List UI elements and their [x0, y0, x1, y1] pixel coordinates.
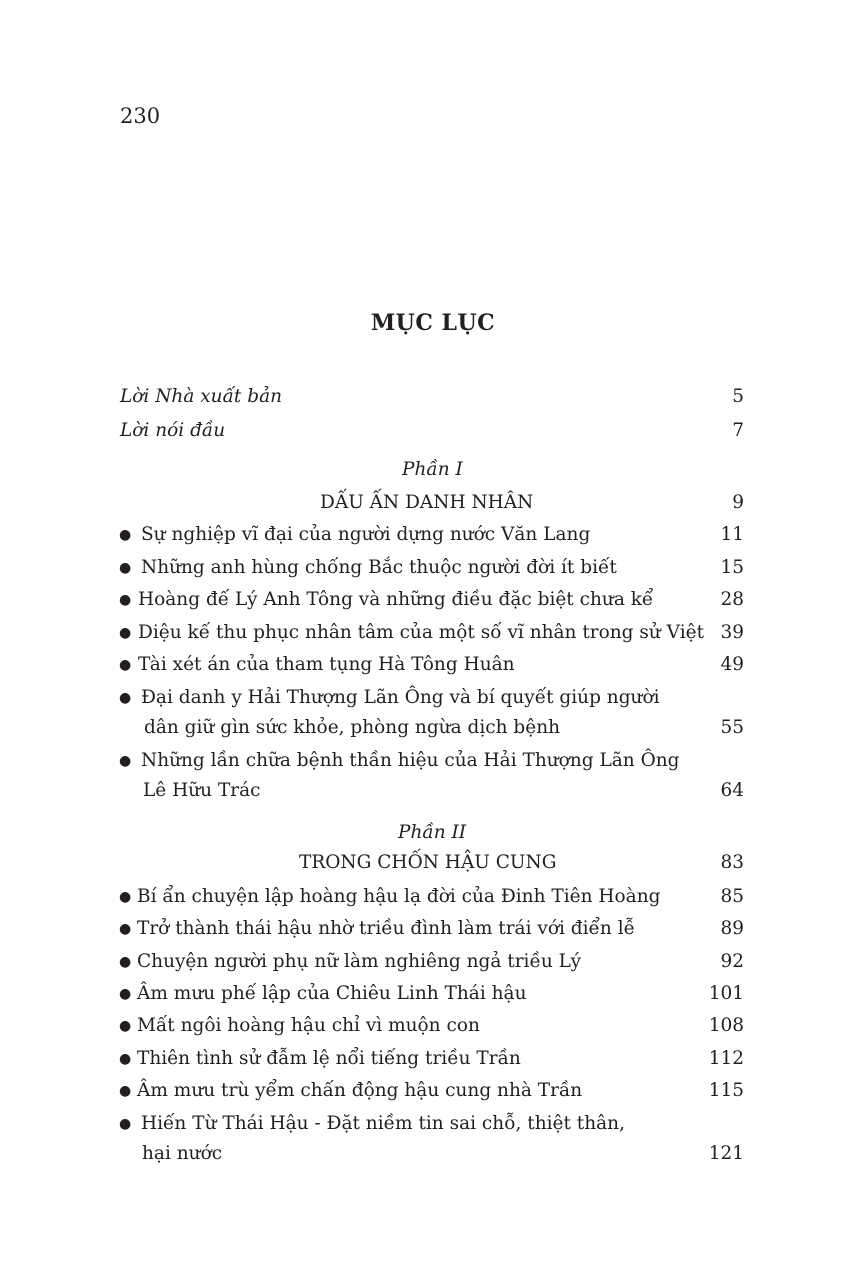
bullet-icon: ● [119, 986, 132, 1002]
toc-title: MỤC LỤC [370, 310, 496, 336]
part-label: Phần I [402, 459, 463, 480]
bullet-icon: ● [119, 753, 132, 769]
entry-page: 112 [708, 1048, 744, 1069]
entry-page: 83 [720, 852, 744, 873]
entry-page: 11 [720, 524, 744, 545]
entry-title: Chuyện người phụ nữ làm nghiêng ngả triều Lý [137, 951, 582, 972]
bullet-icon: ● [119, 1018, 132, 1034]
entry-title-continued: Lê Hữu Trác [143, 780, 261, 801]
bullet-icon: ● [119, 889, 132, 905]
entry-title: Âm mưu phế lập của Chiêu Linh Thái hậu [137, 983, 527, 1004]
entry-title: Diệu kế thu phục nhân tâm của một số vĩ nhân trong sử Việt [138, 622, 705, 643]
entry-title: Những anh hùng chống Bắc thuộc người đời ít biết [141, 557, 617, 578]
bullet-icon: ● [119, 527, 132, 543]
entry-title: Hiến Từ Thái Hậu - Đặt niềm tin sai chỗ, thiệt thân, [141, 1113, 625, 1134]
bullet-icon: ● [119, 1051, 132, 1067]
bullet-icon: ● [119, 690, 132, 706]
bullet-icon: ● [119, 954, 132, 970]
bullet-icon: ● [119, 560, 132, 576]
entry-page: 89 [720, 918, 744, 939]
page-number: 230 [120, 104, 161, 128]
entry-title: Đại danh y Hải Thượng Lãn Ông và bí quyết giúp người [141, 687, 660, 708]
entry-title: Hoàng đế Lý Anh Tông và những điều đặc biệt chưa kể [138, 589, 654, 610]
entry-page: 101 [708, 983, 744, 1004]
entry-page: 49 [720, 654, 744, 675]
entry-title: Trở thành thái hậu nhờ triều đình làm trái với điển lễ [137, 918, 635, 939]
bullet-icon: ● [119, 1116, 132, 1132]
entry-page: 85 [720, 886, 744, 907]
bullet-icon: ● [119, 592, 132, 608]
entry-title: Mất ngôi hoàng hậu chỉ vì muộn con [137, 1015, 480, 1036]
entry-page: 55 [720, 717, 744, 738]
bullet-icon: ● [119, 657, 132, 673]
part-heading: DẤU ẤN DANH NHÂN [320, 492, 534, 513]
entry-page: 115 [708, 1080, 744, 1101]
entry-title: Những lần chữa bệnh thần hiệu của Hải Thượng Lãn Ông [141, 750, 680, 771]
part-label: Phần II [398, 822, 467, 843]
bullet-icon: ● [119, 921, 132, 937]
bullet-icon: ● [119, 1083, 132, 1099]
entry-page: 9 [732, 492, 744, 513]
entry-page: 121 [708, 1143, 744, 1164]
entry-page: 39 [720, 622, 744, 643]
part-heading: TRONG CHỐN HẬU CUNG [299, 852, 557, 873]
entry-title: Lời nói đầu [120, 420, 226, 441]
entry-page: 92 [720, 951, 744, 972]
entry-page: 28 [720, 589, 744, 610]
entry-title: Bí ẩn chuyện lập hoàng hậu lạ đời của Đinh Tiên Hoàng [137, 886, 661, 907]
entry-title-continued: hại nước [142, 1143, 223, 1164]
entry-title: Âm mưu trù yểm chấn động hậu cung nhà Trần [137, 1080, 583, 1101]
entry-page: 7 [732, 420, 744, 441]
entry-title: Thiên tình sử đẫm lệ nổi tiếng triều Trần [137, 1048, 521, 1069]
entry-page: 5 [732, 386, 744, 407]
entry-page: 108 [708, 1015, 744, 1036]
bullet-icon: ● [119, 625, 132, 641]
entry-title-continued: dân giữ gìn sức khỏe, phòng ngừa dịch bệnh [144, 717, 561, 738]
entry-title: Sự nghiệp vĩ đại của người dựng nước Văn Lang [141, 524, 591, 545]
entry-title: Tài xét án của tham tụng Hà Tông Huân [138, 654, 515, 675]
entry-page: 15 [720, 557, 744, 578]
entry-page: 64 [720, 780, 744, 801]
entry-title: Lời Nhà xuất bản [120, 386, 283, 407]
